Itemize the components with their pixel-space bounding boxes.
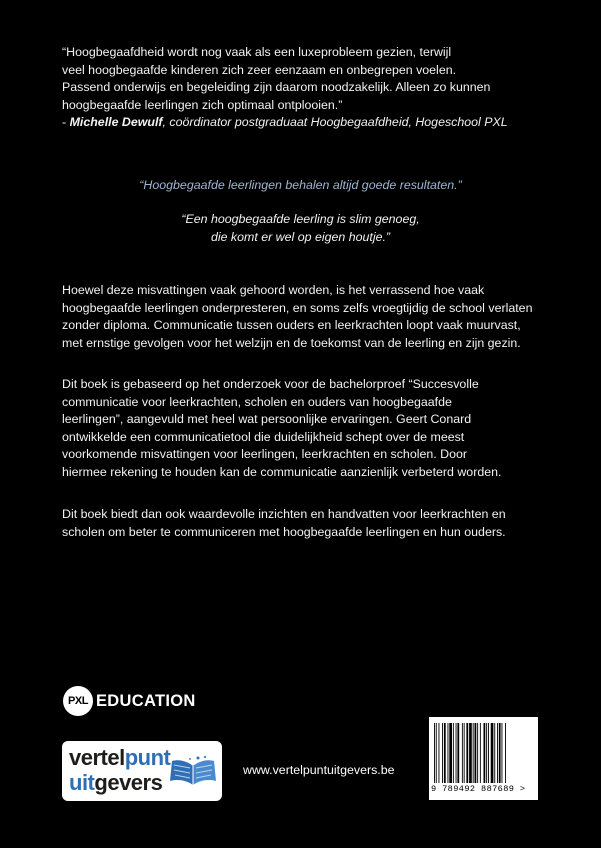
quote-line: Passend onderwijs en begeleiding zijn daarom noodzakelijk. Alleen zo kunnen: [62, 80, 491, 95]
author-dash: -: [62, 115, 70, 130]
publisher-line-2: [69, 771, 162, 795]
misconception-2-line: “Een hoogbegaafde leerling is slim genoeg,: [181, 212, 420, 226]
barcode-bar: [491, 723, 494, 783]
body-line: voorkomende misvattingen voor leerlingen, leerkrachten en scholen. Door: [62, 447, 467, 462]
misconception-2-line: die komt er wel op eigen houtje.”: [210, 230, 391, 244]
body-line: Dit boek is gebaseerd op het onderzoek voor de bachelorproef “Succesvolle: [62, 377, 479, 391]
body-line: leerlingen”, aangevuld met heel wat persoonlijke ervaringen. Geert Conard: [62, 412, 472, 427]
body-line: communicatie voor leerkrachten, scholen en ouders van hoogbegaafde: [62, 394, 452, 409]
quote-line: veel hoogbegaafde kinderen zich zeer eenzaam en onbegrepen voelen.: [62, 62, 457, 77]
isbn-barcode: [429, 717, 538, 800]
barcode-bar: [439, 723, 440, 783]
barcode-bar: [448, 723, 449, 783]
barcode-bar: [497, 723, 498, 783]
barcode-bar: [442, 723, 443, 783]
barcode-bar: [477, 723, 478, 783]
isbn-number: 9 789492 887689 >: [431, 784, 526, 794]
body-line: Hoewel deze misvattingen vaak gehoord worden, is het verrassend hoe vaak: [62, 283, 485, 297]
vertelpunt-uitgevers-logo: [62, 741, 222, 801]
publisher-part: punt: [124, 745, 171, 770]
body-line: zonder diploma. Communicatie tussen ouders en leerkrachten loopt vaak muurvast,: [62, 318, 521, 333]
body-line: hoogbegaafde leerlingen onderpresteren, en soms zelfs vroegtijdig de school verlaten: [62, 300, 533, 315]
publisher-line-1: [69, 746, 170, 770]
barcode-bar: [449, 723, 452, 783]
barcode-bar: [456, 723, 457, 783]
quote-line: “Hoogbegaafdheid wordt nog vaak als een luxeprobleem gezien, terwijl: [62, 45, 452, 59]
barcode-bar: [480, 723, 481, 783]
open-book-icon: [168, 755, 218, 789]
barcode-bar: [462, 723, 463, 783]
opening-quote: [62, 44, 542, 132]
author-name: Michelle Dewulf: [69, 115, 163, 130]
body-paragraph-1: [62, 282, 542, 352]
pxl-word: EDUCATION: [96, 691, 196, 710]
barcode-bar: [488, 723, 489, 783]
barcode-bar: [502, 723, 503, 783]
publisher-part: uit: [69, 770, 95, 795]
barcode-bar: [444, 723, 446, 783]
pxl-education-logo: [63, 686, 196, 716]
barcode-bar: [499, 723, 501, 783]
barcode-bar: [475, 723, 477, 783]
barcode-bar: [453, 723, 454, 783]
publisher-part: gevers: [94, 770, 163, 795]
misconception-2: [0, 210, 601, 246]
barcode-bar: [473, 723, 474, 783]
barcode-bar: [436, 723, 437, 783]
barcode-bar: [486, 723, 487, 783]
barcode-bar: [464, 723, 465, 783]
barcode-bar: [466, 723, 468, 783]
barcode-bar: [484, 723, 486, 783]
barcode-bar: [505, 723, 506, 783]
author-role: , coördinator postgraduaat Hoogbegaafdheid, Hogeschool PXL: [162, 115, 508, 130]
website-url: www.vertelpuntuitgevers.be: [243, 763, 395, 777]
barcode-bars: [434, 723, 533, 783]
quote-author: [62, 114, 542, 132]
barcode-bar: [469, 723, 472, 783]
barcode-bar: [494, 723, 495, 783]
barcode-bar: [457, 723, 459, 783]
body-paragraph-2: [62, 376, 542, 482]
quote-line: hoogbegaafde leerlingen zich optimaal ontplooien.”: [62, 97, 343, 112]
body-paragraph-3: [62, 506, 542, 541]
publisher-part: vertel: [69, 745, 125, 770]
pxl-badge: PXL: [63, 686, 93, 716]
body-line: met ernstige gevolgen voor het welzijn en de toekomst van de leerling en zijn gezin.: [62, 335, 521, 350]
barcode-bar: [434, 723, 435, 783]
body-line: scholen om beter te communiceren met hoogbegaafde leerlingen en hun ouders.: [62, 524, 506, 539]
body-line: Dit boek biedt dan ook waardevolle inzichten en handvatten voor leerkrachten en: [62, 507, 506, 521]
body-line: ontwikkelde een communicatietool die duidelijkheid schept over de meest: [62, 429, 465, 444]
body-line: hiermee rekening te houden kan de communicatie aanzienlijk verbeterd worden.: [62, 464, 502, 479]
misconception-1: “Hoogbegaafde leerlingen behalen altijd goede resultaten.”: [139, 178, 462, 192]
